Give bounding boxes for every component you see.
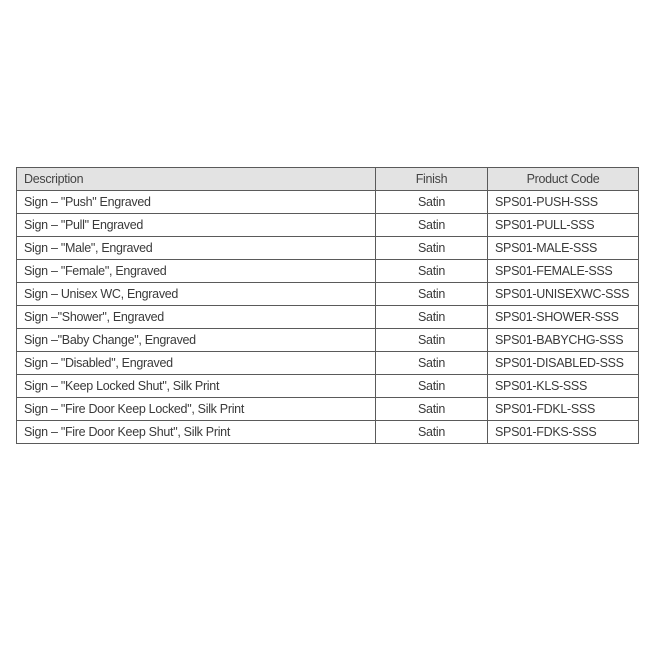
description-cell: Sign – "Disabled", Engraved bbox=[17, 352, 376, 375]
finish-cell: Satin bbox=[376, 237, 488, 260]
column-header-finish: Finish bbox=[376, 168, 488, 191]
table-row bbox=[17, 283, 639, 306]
product-code-cell: SPS01-SHOWER-SSS bbox=[488, 306, 639, 329]
column-header-product-code: Product Code bbox=[488, 168, 639, 191]
description-cell: Sign – "Male", Engraved bbox=[17, 237, 376, 260]
description-cell: Sign –"Shower", Engraved bbox=[17, 306, 376, 329]
finish-cell: Satin bbox=[376, 352, 488, 375]
finish-cell: Satin bbox=[376, 283, 488, 306]
table-row bbox=[17, 306, 639, 329]
product-code-cell: SPS01-PULL-SSS bbox=[488, 214, 639, 237]
description-cell: Sign – Unisex WC, Engraved bbox=[17, 283, 376, 306]
product-code-cell: SPS01-DISABLED-SSS bbox=[488, 352, 639, 375]
table-row bbox=[17, 375, 639, 398]
table-row bbox=[17, 191, 639, 214]
finish-cell: Satin bbox=[376, 375, 488, 398]
table-row bbox=[17, 237, 639, 260]
table-body bbox=[17, 191, 639, 444]
product-spec-table bbox=[16, 167, 639, 444]
product-code-cell: SPS01-FDKL-SSS bbox=[488, 398, 639, 421]
description-cell: Sign – "Female", Engraved bbox=[17, 260, 376, 283]
description-cell: Sign –"Baby Change", Engraved bbox=[17, 329, 376, 352]
product-code-cell: SPS01-PUSH-SSS bbox=[488, 191, 639, 214]
column-header-description: Description bbox=[17, 168, 376, 191]
product-code-cell: SPS01-UNISEXWC-SSS bbox=[488, 283, 639, 306]
header-row bbox=[17, 168, 639, 191]
table-header bbox=[17, 168, 639, 191]
table-row bbox=[17, 398, 639, 421]
table-row bbox=[17, 352, 639, 375]
finish-cell: Satin bbox=[376, 191, 488, 214]
description-cell: Sign – "Fire Door Keep Shut", Silk Print bbox=[17, 421, 376, 444]
product-code-cell: SPS01-FEMALE-SSS bbox=[488, 260, 639, 283]
product-code-cell: SPS01-FDKS-SSS bbox=[488, 421, 639, 444]
table-row bbox=[17, 329, 639, 352]
table-row bbox=[17, 421, 639, 444]
product-code-cell: SPS01-MALE-SSS bbox=[488, 237, 639, 260]
finish-cell: Satin bbox=[376, 260, 488, 283]
description-cell: Sign – "Pull" Engraved bbox=[17, 214, 376, 237]
finish-cell: Satin bbox=[376, 329, 488, 352]
description-cell: Sign – "Fire Door Keep Locked", Silk Print bbox=[17, 398, 376, 421]
finish-cell: Satin bbox=[376, 214, 488, 237]
finish-cell: Satin bbox=[376, 421, 488, 444]
table-row bbox=[17, 214, 639, 237]
product-code-cell: SPS01-BABYCHG-SSS bbox=[488, 329, 639, 352]
description-cell: Sign – "Push" Engraved bbox=[17, 191, 376, 214]
finish-cell: Satin bbox=[376, 306, 488, 329]
product-code-cell: SPS01-KLS-SSS bbox=[488, 375, 639, 398]
finish-cell: Satin bbox=[376, 398, 488, 421]
description-cell: Sign – "Keep Locked Shut", Silk Print bbox=[17, 375, 376, 398]
table-row bbox=[17, 260, 639, 283]
